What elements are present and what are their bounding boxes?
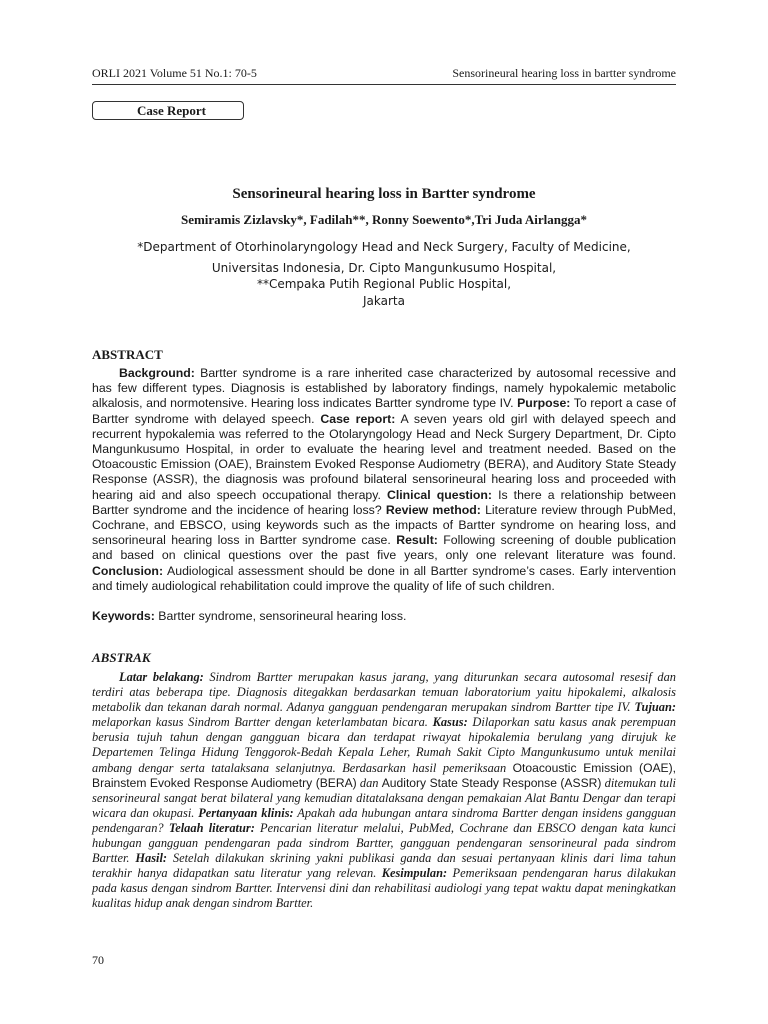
abstrak-text: Dilaporkan satu kasus anak perempuan berusia tujuh tahun dengan gangguan bicara dan terdapat riwayat hipokalemia berulang yang dirujuk ke Departemen Telinga Hidung Tenggorok-Bedah Kepala Leher, Rumah Sakit Cipto Mangunkusumo untuk menilai ambang dengar serta tatalaksana selanjutnya. Berdasarkan hasil pemeriksaan xyxy=(92,715,676,775)
abstrak-text: Sindrom Bartter merupakan kasus jarang, yang diturunkan secara autosomal resesif dan terdiri atas beberapa tipe. Diagnosis ditegakkan berdasarkan temuan laboratorium yaitu hipokalemi, alkalosis metabolik dan tekanan darah normal. Adanya gangguan pendengaran merupakan sindrom Bartter tipe IV. xyxy=(92,670,676,715)
abstract-text: Is there a relationship between Bartter syndrome and the incidence of hearing loss? xyxy=(92,487,677,517)
keywords-label: Keywords: xyxy=(92,609,155,623)
abstract-body xyxy=(92,366,676,594)
abstrak-body xyxy=(92,670,676,912)
abstract-text: A seven years old girl with delayed speech and recurrent hypokalemia was referred to the Otolaryngology Head and Neck Surgery Department, Dr. Cipto Mangunkusumo Hospital, in order to evaluate the hearing level and treatment needed. Based on the Otoacoustic Emission (OAE), Brainstem Evoked Response Audiometry (BERA), and Auditory State Steady Response (ASSR), the diagnosis was profound bilateral sensorineural hearing loss and proceeded with hearing aid and also speech occupational therapy. xyxy=(92,411,676,502)
keywords xyxy=(92,609,406,623)
abstrak-text: dan xyxy=(356,775,382,790)
author-list: Semiramis Zizlavsky*, Fadilah**, Ronny Soewento*,Tri Juda Airlangga* xyxy=(180,212,588,227)
article-type-badge: Case Report xyxy=(92,101,244,120)
paper-title: Sensorineural hearing loss in Bartter syndrome xyxy=(232,186,536,202)
abstrak-text: melaporkan kasus Sindrom Bartter dengan keterlambatan bicara. xyxy=(92,715,433,730)
abstrak-label: Pertanyaan klinis: xyxy=(198,805,294,820)
abstrak-term: Auditory State Steady Response (ASSR) xyxy=(381,775,602,790)
abstrak-label: Kasus: xyxy=(432,715,468,730)
abstract-text: To report a case of Bartter syndrome with delayed speech. xyxy=(92,396,676,426)
abstrak-label: Latar belakang: xyxy=(119,670,204,684)
abstrak-label: Tujuan: xyxy=(634,700,676,715)
abstrak-label: Kesimpulan: xyxy=(381,866,448,881)
keywords-text: Bartter syndrome, sensorineural hearing loss. xyxy=(154,609,407,623)
affiliation-line: Jakarta xyxy=(363,294,405,308)
page-number: 70 xyxy=(92,953,104,967)
abstract-label: Purpose: xyxy=(517,396,571,411)
affiliation-line: Universitas Indonesia, Dr. Cipto Mangunkusumo Hospital, xyxy=(211,261,557,275)
running-title: Sensorineural hearing loss in bartter syndrome xyxy=(452,66,676,80)
header-rule xyxy=(92,84,676,85)
abstract-text: Audiological assessment should be done in all Bartter syndrome’s cases. Early intervention and timely audiological rehabilitation could improve the quality of life of such children. xyxy=(92,563,676,593)
abstrak-text: ditemukan tuli sensorineural sangat berat bilateral yang kemudian ditatalaksana dengan pemakaian Alat Bantu Dengar dan terapi wicara dan okupasi. xyxy=(92,775,676,820)
abstrak-text: Setelah dilakukan skrining yakni publikasi ganda dan sesuai pertanyaan klinis dari lima tahun terakhir hanya didapatkan satu literatur yang relevan. xyxy=(92,851,676,881)
abstrak-term: Otoacoustic Emission (OAE), Brainstem Evoked Response Audiometry (BERA) xyxy=(92,760,676,790)
abstract-label: Review method: xyxy=(385,502,481,517)
abstract-text: Following screening of double publication and based on clinical questions over the past five years, only one relevant literature was found. xyxy=(92,533,677,563)
abstract-label: Result: xyxy=(396,533,438,548)
abstrak-heading: ABSTRAK xyxy=(92,650,151,665)
abstract-label: Clinical question: xyxy=(386,487,493,502)
abstract-text: Literature review through PubMed, Cochrane, and EBSCO, using keywords such as the impacts of Bartter syndrome on hearing loss, and sensorineural hearing loss in Bartter syndrome case. xyxy=(92,502,677,548)
abstract-heading: ABSTRACT xyxy=(92,347,163,362)
abstrak-text: Apakah ada hubungan antara sindroma Bartter dengan insidens gangguan pendengaran? xyxy=(92,805,676,835)
abstract-text: Bartter syndrome is a rare inherited case characterized by autosomal recessive and has few different types. Diagnosis is established by laboratory findings, namely hypokalemic metabolic alkalosis, and normotensive. Hearing loss indicates Bartter syndrome type IV. xyxy=(92,366,676,411)
abstract-label: Background: xyxy=(119,366,195,380)
abstrak-label: Hasil: xyxy=(135,851,168,866)
journal-reference: ORLI 2021 Volume 51 No.1: 70-5 xyxy=(92,66,257,80)
abstrak-label: Telaah literatur: xyxy=(168,820,255,835)
abstract-label: Conclusion: xyxy=(92,563,164,578)
abstract-label: Case report: xyxy=(320,411,396,426)
affiliation-line: *Department of Otorhinolaryngology Head and Neck Surgery, Faculty of Medicine, xyxy=(137,240,631,254)
affiliation-line: **Cempaka Putih Regional Public Hospital, xyxy=(256,277,512,291)
abstrak-text: Pemeriksaan pendengaran harus dilakukan pada kasus dengan sindrom Bartter. Intervensi dini dan rehabilitasi audiologi yang tepat waktu dapat meningkatkan kualitas hidup anak dengan sindrom Bartter. xyxy=(92,866,676,911)
abstrak-text: Pencarian literatur melalui, PubMed, Cochrane dan EBSCO dengan kata kunci hubungan gangguan pendengaran pada sindrom Bartter, gangguan pendengaran sensorineural pada sindrom Bartter. xyxy=(92,820,676,866)
